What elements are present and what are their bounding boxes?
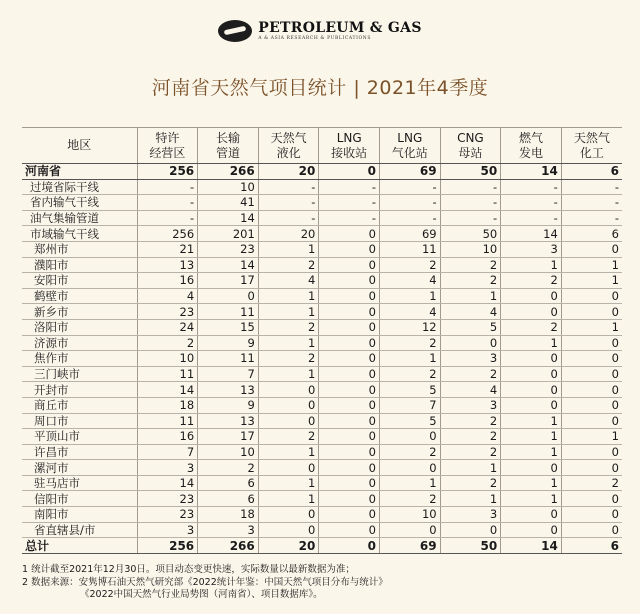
value-cell: 4 — [137, 288, 198, 304]
value-cell: 2 — [440, 475, 501, 491]
value-cell: 3 — [137, 522, 198, 538]
value-cell: 1 — [379, 475, 440, 491]
city-row — [22, 241, 622, 257]
region-cell: 南阳市 — [22, 507, 137, 523]
value-cell: - — [561, 210, 622, 226]
value-cell: - — [137, 195, 198, 211]
total-row — [22, 538, 622, 554]
value-cell: 0 — [561, 507, 622, 523]
value-cell: 0 — [319, 366, 380, 382]
value-cell: 0 — [379, 429, 440, 445]
value-cell: - — [501, 210, 562, 226]
region-cell: 总计 — [22, 538, 137, 554]
value-cell: 0 — [319, 538, 380, 554]
value-cell: 0 — [379, 460, 440, 476]
value-cell: 0 — [258, 507, 319, 523]
value-cell: 0 — [501, 397, 562, 413]
region-cell: 平顶山市 — [22, 429, 137, 445]
value-cell: 0 — [319, 319, 380, 335]
value-cell: 0 — [501, 288, 562, 304]
value-cell: - — [440, 179, 501, 195]
value-cell: 10 — [137, 351, 198, 367]
value-cell: 1 — [258, 288, 319, 304]
value-cell: - — [137, 179, 198, 195]
value-cell: 16 — [137, 273, 198, 289]
value-cell: 0 — [319, 475, 380, 491]
value-cell: 23 — [137, 304, 198, 320]
value-cell: 50 — [440, 164, 501, 180]
value-cell: 11 — [137, 413, 198, 429]
value-cell: 0 — [258, 413, 319, 429]
region-cell: 漯河市 — [22, 460, 137, 476]
column-header: 燃气 发电 — [501, 128, 562, 164]
value-cell: 0 — [198, 288, 259, 304]
city-row — [22, 522, 622, 538]
region-cell: 郑州市 — [22, 241, 137, 257]
region-cell: 鹤壁市 — [22, 288, 137, 304]
value-cell: 3 — [440, 507, 501, 523]
value-cell: 1 — [258, 241, 319, 257]
value-cell: 256 — [137, 164, 198, 180]
value-cell: 0 — [501, 304, 562, 320]
value-cell: 2 — [440, 429, 501, 445]
value-cell: 0 — [319, 257, 380, 273]
footnote-2-continued: 《2022中国天然气行业局势图（河南省）、项目数据库》。 — [80, 589, 323, 600]
value-cell: 4 — [379, 273, 440, 289]
value-cell: 10 — [198, 444, 259, 460]
column-header: 天然气 液化 — [258, 128, 319, 164]
value-cell: - — [137, 210, 198, 226]
value-cell: 3 — [501, 241, 562, 257]
value-cell: 7 — [379, 397, 440, 413]
value-cell: 6 — [561, 164, 622, 180]
value-cell: 23 — [137, 491, 198, 507]
page-title: 河南省天然气项目统计 | 2021年4季度 — [151, 77, 489, 99]
value-cell: 2 — [379, 444, 440, 460]
column-header: LNG 接收站 — [319, 128, 380, 164]
value-cell: 2 — [379, 257, 440, 273]
region-cell: 许昌市 — [22, 444, 137, 460]
table-body — [22, 164, 622, 554]
city-row — [22, 273, 622, 289]
value-cell: 41 — [198, 195, 259, 211]
value-cell: 0 — [258, 460, 319, 476]
value-cell: 14 — [501, 164, 562, 180]
region-cell: 信阳市 — [22, 491, 137, 507]
value-cell: 2 — [501, 319, 562, 335]
value-cell: 12 — [379, 319, 440, 335]
value-cell: 5 — [379, 382, 440, 398]
value-cell: 0 — [561, 304, 622, 320]
oil-drop-logo-icon — [218, 20, 252, 42]
value-cell: 2 — [440, 273, 501, 289]
value-cell: 0 — [501, 507, 562, 523]
value-cell: 11 — [198, 351, 259, 367]
region-cell: 焦作市 — [22, 351, 137, 367]
value-cell: 0 — [561, 522, 622, 538]
value-cell: - — [319, 179, 380, 195]
region-cell: 市域输气干线 — [22, 226, 137, 242]
value-cell: 11 — [198, 304, 259, 320]
value-cell: 16 — [137, 429, 198, 445]
value-cell: 2 — [440, 444, 501, 460]
value-cell: 0 — [319, 241, 380, 257]
region-cell: 省内输气干线 — [22, 195, 137, 211]
value-cell: 0 — [319, 444, 380, 460]
value-cell: 0 — [258, 522, 319, 538]
value-cell: 2 — [379, 366, 440, 382]
value-cell: 256 — [137, 226, 198, 242]
region-cell: 濮阳市 — [22, 257, 137, 273]
value-cell: 9 — [198, 397, 259, 413]
value-cell: 0 — [319, 397, 380, 413]
value-cell: 1 — [258, 335, 319, 351]
value-cell: - — [501, 179, 562, 195]
value-cell: 0 — [501, 382, 562, 398]
region-cell: 洛阳市 — [22, 319, 137, 335]
pipeline-row — [22, 195, 622, 211]
value-cell: - — [501, 195, 562, 211]
footnote-2: 2 数据来源：安隽博石油天然气研究部《2022统计年鉴：中国天然气项目分布与统计》 — [22, 576, 388, 588]
region-cell: 省直辖县/市 — [22, 522, 137, 538]
value-cell: 0 — [319, 491, 380, 507]
value-cell: 1 — [561, 257, 622, 273]
value-cell: 1 — [258, 304, 319, 320]
value-cell: 0 — [319, 382, 380, 398]
city-row — [22, 319, 622, 335]
value-cell: 0 — [440, 335, 501, 351]
value-cell: 1 — [258, 444, 319, 460]
value-cell: 69 — [379, 164, 440, 180]
value-cell: 0 — [561, 397, 622, 413]
value-cell: 3 — [137, 460, 198, 476]
value-cell: - — [319, 210, 380, 226]
value-cell: 50 — [440, 538, 501, 554]
region-cell: 济源市 — [22, 335, 137, 351]
value-cell: 20 — [258, 226, 319, 242]
region-cell: 油气集输管道 — [22, 210, 137, 226]
gas-project-table — [22, 127, 622, 554]
value-cell: 14 — [501, 538, 562, 554]
value-cell: - — [379, 179, 440, 195]
region-cell: 新乡市 — [22, 304, 137, 320]
value-cell: - — [319, 195, 380, 211]
brand-name: PETROLEUM & GAS — [258, 19, 422, 36]
value-cell: 21 — [137, 241, 198, 257]
value-cell: 1 — [501, 491, 562, 507]
value-cell: 0 — [561, 460, 622, 476]
value-cell: 1 — [501, 429, 562, 445]
value-cell: 0 — [319, 522, 380, 538]
value-cell: 1 — [440, 491, 501, 507]
value-cell: 266 — [198, 538, 259, 554]
value-cell: 4 — [379, 304, 440, 320]
city-row — [22, 429, 622, 445]
value-cell: 0 — [319, 226, 380, 242]
value-cell: 0 — [258, 397, 319, 413]
value-cell: 2 — [258, 319, 319, 335]
value-cell: 24 — [137, 319, 198, 335]
value-cell: - — [258, 210, 319, 226]
value-cell: 201 — [198, 226, 259, 242]
value-cell: - — [440, 210, 501, 226]
region-cell: 安阳市 — [22, 273, 137, 289]
value-cell: 7 — [198, 366, 259, 382]
value-cell: 1 — [501, 413, 562, 429]
value-cell: 23 — [198, 241, 259, 257]
value-cell: 1 — [258, 366, 319, 382]
value-cell: 9 — [198, 335, 259, 351]
value-cell: 0 — [501, 460, 562, 476]
value-cell: 266 — [198, 164, 259, 180]
column-header: 天然气 化工 — [561, 128, 622, 164]
value-cell: - — [561, 179, 622, 195]
value-cell: 1 — [440, 288, 501, 304]
value-cell: 0 — [319, 429, 380, 445]
value-cell: 2 — [501, 273, 562, 289]
value-cell: 2 — [137, 335, 198, 351]
value-cell: 6 — [198, 491, 259, 507]
value-cell: 0 — [501, 351, 562, 367]
city-row — [22, 335, 622, 351]
value-cell: 0 — [501, 522, 562, 538]
value-cell: 6 — [198, 475, 259, 491]
value-cell: 0 — [501, 366, 562, 382]
value-cell: 3 — [440, 397, 501, 413]
footnote-1: 1 统计截至2021年12月30日。项目动态变更快速，实际数量以最新数据为准； — [22, 564, 355, 575]
value-cell: 14 — [198, 257, 259, 273]
region-cell: 商丘市 — [22, 397, 137, 413]
value-cell: 0 — [561, 491, 622, 507]
value-cell: 5 — [379, 413, 440, 429]
value-cell: 15 — [198, 319, 259, 335]
city-row — [22, 382, 622, 398]
city-row — [22, 304, 622, 320]
column-header: 特许 经营区 — [137, 128, 198, 164]
value-cell: 5 — [440, 319, 501, 335]
value-cell: 3 — [198, 522, 259, 538]
column-header: 长输 管道 — [198, 128, 259, 164]
value-cell: 0 — [561, 366, 622, 382]
value-cell: 0 — [561, 382, 622, 398]
value-cell: 4 — [440, 304, 501, 320]
value-cell: - — [379, 195, 440, 211]
region-cell: 周口市 — [22, 413, 137, 429]
value-cell: 1 — [501, 444, 562, 460]
region-cell: 三门峡市 — [22, 366, 137, 382]
value-cell: 3 — [440, 351, 501, 367]
value-cell: 7 — [137, 444, 198, 460]
value-cell: 0 — [319, 351, 380, 367]
city-row — [22, 257, 622, 273]
province-row — [22, 164, 622, 180]
value-cell: 1 — [379, 288, 440, 304]
value-cell: 2 — [440, 257, 501, 273]
pipeline-row — [22, 179, 622, 195]
value-cell: 0 — [319, 460, 380, 476]
column-header: 地区 — [22, 128, 137, 164]
value-cell: 0 — [319, 507, 380, 523]
value-cell: 14 — [137, 475, 198, 491]
value-cell: 69 — [379, 538, 440, 554]
region-cell: 过境省际干线 — [22, 179, 137, 195]
value-cell: 1 — [501, 475, 562, 491]
value-cell: 69 — [379, 226, 440, 242]
city-row — [22, 444, 622, 460]
value-cell: 2 — [258, 429, 319, 445]
value-cell: 1 — [258, 491, 319, 507]
value-cell: 0 — [440, 522, 501, 538]
value-cell: 0 — [319, 304, 380, 320]
value-cell: 1 — [561, 273, 622, 289]
brand-logo — [0, 16, 640, 46]
value-cell: 10 — [198, 179, 259, 195]
value-cell: 0 — [319, 288, 380, 304]
region-cell: 驻马店市 — [22, 475, 137, 491]
value-cell: 6 — [561, 538, 622, 554]
value-cell: 20 — [258, 164, 319, 180]
value-cell: 0 — [379, 522, 440, 538]
value-cell: 10 — [440, 241, 501, 257]
value-cell: 2 — [198, 460, 259, 476]
value-cell: 18 — [198, 507, 259, 523]
pipeline-row — [22, 226, 622, 242]
city-row — [22, 475, 622, 491]
column-header: CNG 母站 — [440, 128, 501, 164]
column-header: LNG 气化站 — [379, 128, 440, 164]
region-cell: 河南省 — [22, 164, 137, 180]
value-cell: 10 — [379, 507, 440, 523]
value-cell: 2 — [440, 413, 501, 429]
value-cell: 0 — [561, 351, 622, 367]
value-cell: 0 — [561, 413, 622, 429]
value-cell: 14 — [137, 382, 198, 398]
value-cell: 13 — [198, 382, 259, 398]
value-cell: 1 — [440, 460, 501, 476]
value-cell: 1 — [258, 475, 319, 491]
value-cell: 2 — [258, 351, 319, 367]
value-cell: 2 — [440, 366, 501, 382]
city-row — [22, 366, 622, 382]
value-cell: - — [440, 195, 501, 211]
region-cell: 开封市 — [22, 382, 137, 398]
value-cell: 256 — [137, 538, 198, 554]
value-cell: 14 — [501, 226, 562, 242]
value-cell: 6 — [561, 226, 622, 242]
value-cell: 23 — [137, 507, 198, 523]
value-cell: 4 — [258, 273, 319, 289]
city-row — [22, 351, 622, 367]
pipeline-row — [22, 210, 622, 226]
value-cell: 0 — [258, 382, 319, 398]
value-cell: 11 — [137, 366, 198, 382]
value-cell: 2 — [258, 257, 319, 273]
value-cell: 0 — [561, 444, 622, 460]
value-cell: 0 — [319, 164, 380, 180]
value-cell: 1 — [561, 319, 622, 335]
value-cell: 11 — [379, 241, 440, 257]
city-row — [22, 491, 622, 507]
value-cell: 4 — [440, 382, 501, 398]
value-cell: 0 — [319, 413, 380, 429]
value-cell: 1 — [501, 257, 562, 273]
value-cell: - — [379, 210, 440, 226]
value-cell: 2 — [379, 491, 440, 507]
value-cell: 50 — [440, 226, 501, 242]
value-cell: 2 — [379, 335, 440, 351]
city-row — [22, 397, 622, 413]
brand-subtitle: A & ASIA RESEARCH & PUBLICATIONS — [258, 35, 372, 41]
value-cell: 0 — [561, 241, 622, 257]
city-row — [22, 460, 622, 476]
value-cell: 1 — [501, 335, 562, 351]
value-cell: 17 — [198, 429, 259, 445]
value-cell: - — [561, 195, 622, 211]
value-cell: 1 — [561, 429, 622, 445]
value-cell: 0 — [561, 335, 622, 351]
value-cell: 1 — [379, 351, 440, 367]
value-cell: 14 — [198, 210, 259, 226]
value-cell: 0 — [319, 273, 380, 289]
value-cell: 2 — [561, 475, 622, 491]
value-cell: 13 — [198, 413, 259, 429]
city-row — [22, 413, 622, 429]
value-cell: 17 — [198, 273, 259, 289]
table-header-row — [22, 128, 622, 164]
value-cell: 0 — [561, 288, 622, 304]
city-row — [22, 288, 622, 304]
value-cell: 0 — [319, 335, 380, 351]
value-cell: - — [258, 179, 319, 195]
value-cell: 20 — [258, 538, 319, 554]
footnotes — [22, 564, 622, 602]
city-row — [22, 507, 622, 523]
value-cell: - — [258, 195, 319, 211]
value-cell: 18 — [137, 397, 198, 413]
value-cell: 13 — [137, 257, 198, 273]
